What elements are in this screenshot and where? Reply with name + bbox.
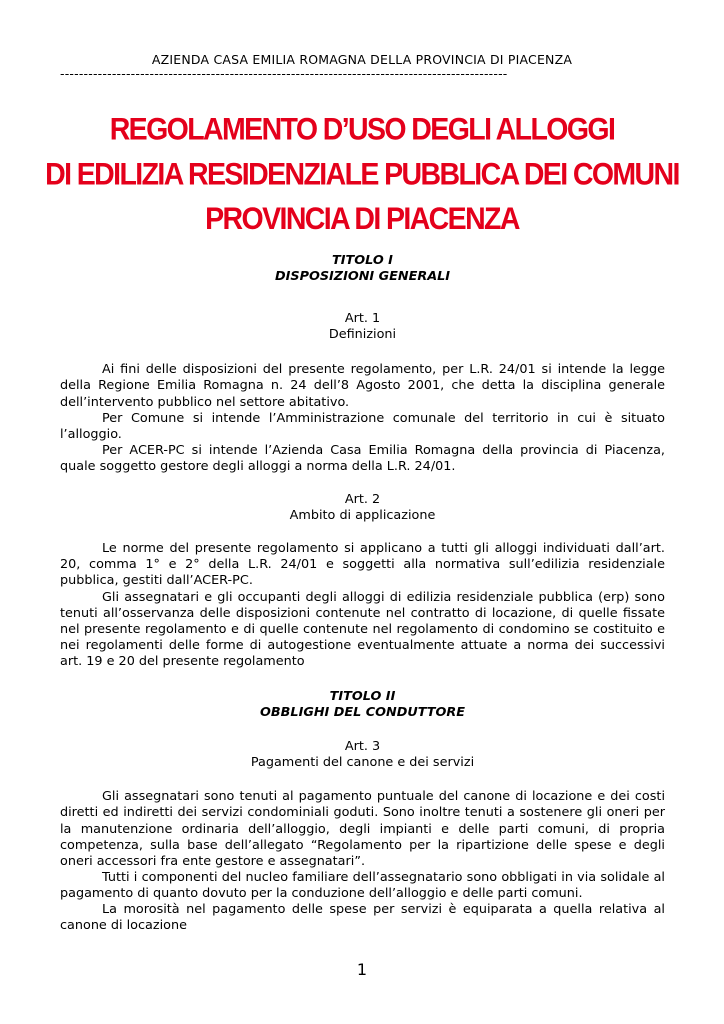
article-paragraph: Gli assegnatari sono tenuti al pagamento puntuale del canone di locazione e dei costi diretti ed indiretti dei servizi condominiali goduti. Sono inoltre tenuti a sostenere gli oneri per la manutenzione ordinaria dell’alloggio, degli impianti e delle parti comuni, di propria competenza, sulla base dell’allegato “Regolamento per la ripartizione delle spese e degli oneri accessori fra ente gestore e assegnatari”.: [60, 789, 665, 869]
article-paragraph: La morosità nel pagamento delle spese per servizi è equiparata a quella relativa al canone di locazione: [60, 902, 665, 934]
article-heading: Ambito di applicazione: [289, 508, 436, 524]
titolo-number: TITOLO I: [332, 253, 393, 268]
page-number: 1: [356, 960, 368, 979]
titolo-name: DISPOSIZIONI GENERALI: [274, 269, 451, 285]
titolo-name: OBBLIGHI DEL CONDUTTORE: [260, 705, 465, 721]
article-paragraph: Ai fini delle disposizioni del presente regolamento, per L.R. 24/01 si intende la legge della Regione Emilia Romagna n. 24 dell’8 Agosto 2001, che detta la disciplina generale dell’intervento pubblico nel settore abitativo.: [60, 362, 665, 410]
article-number: Art. 2: [344, 492, 381, 508]
article-paragraph: Per Comune si intende l’Amministrazione comunale del territorio in cui è situato l’alloggio.: [60, 410, 665, 442]
article-heading: Pagamenti del canone e dei servizi: [250, 755, 475, 771]
title-line: DI EDILIZIA RESIDENZIALE PUBBLICA DEI COMUNI: [45, 156, 679, 193]
article-heading: Definizioni: [328, 327, 397, 343]
titolo-number: TITOLO II: [329, 688, 396, 704]
title-line: PROVINCIA DI PIACENZA: [205, 201, 519, 237]
title-line: REGOLAMENTO D’USO DEGLI ALLOGGI: [109, 111, 615, 148]
document-title: [40, 107, 684, 241]
article-paragraph: Tutti i componenti del nucleo familiare dell’assegnatario sono obbligati in via solidale al pagamento di quanto dovuto per la conduzione dell’alloggio e delle parti comuni.: [60, 869, 665, 901]
document-body: [60, 253, 665, 934]
running-header: AZIENDA CASA EMILIA ROMAGNA DELLA PROVINCIA DI PIACENZA: [151, 52, 573, 67]
article-paragraph: Le norme del presente regolamento si applicano a tutti gli alloggi individuati dall’art. 20, comma 1° e 2° della L.R. 24/01 e soggetti alla normativa sull’edilizia residenziale pubblica, gestiti dall’ACER-PC.: [60, 541, 665, 589]
article-paragraph: Per ACER-PC si intende l’Azienda Casa Emilia Romagna della provincia di Piacenza, quale soggetto gestore degli alloggi a norma della L.R. 24/01.: [60, 442, 665, 474]
header-dashed-rule: -----------------------------------------------------------------------------------------------: [60, 66, 508, 81]
article-paragraph: Gli assegnatari e gli occupanti degli alloggi di edilizia residenziale pubblica (erp) sono tenuti all’osservanza delle disposizioni contenute nel contratto di locazione, di quelle fissate nel presente regolamento e di quelle contenute nel regolamento di condomino se costituito e nei regolamenti delle forme di autogestione eventualmente attuate a norma dei successivi art. 19 e 20 del presente regolamento: [60, 589, 665, 669]
article-number: Art. 1: [344, 311, 381, 327]
article-number: Art. 3: [344, 739, 381, 755]
